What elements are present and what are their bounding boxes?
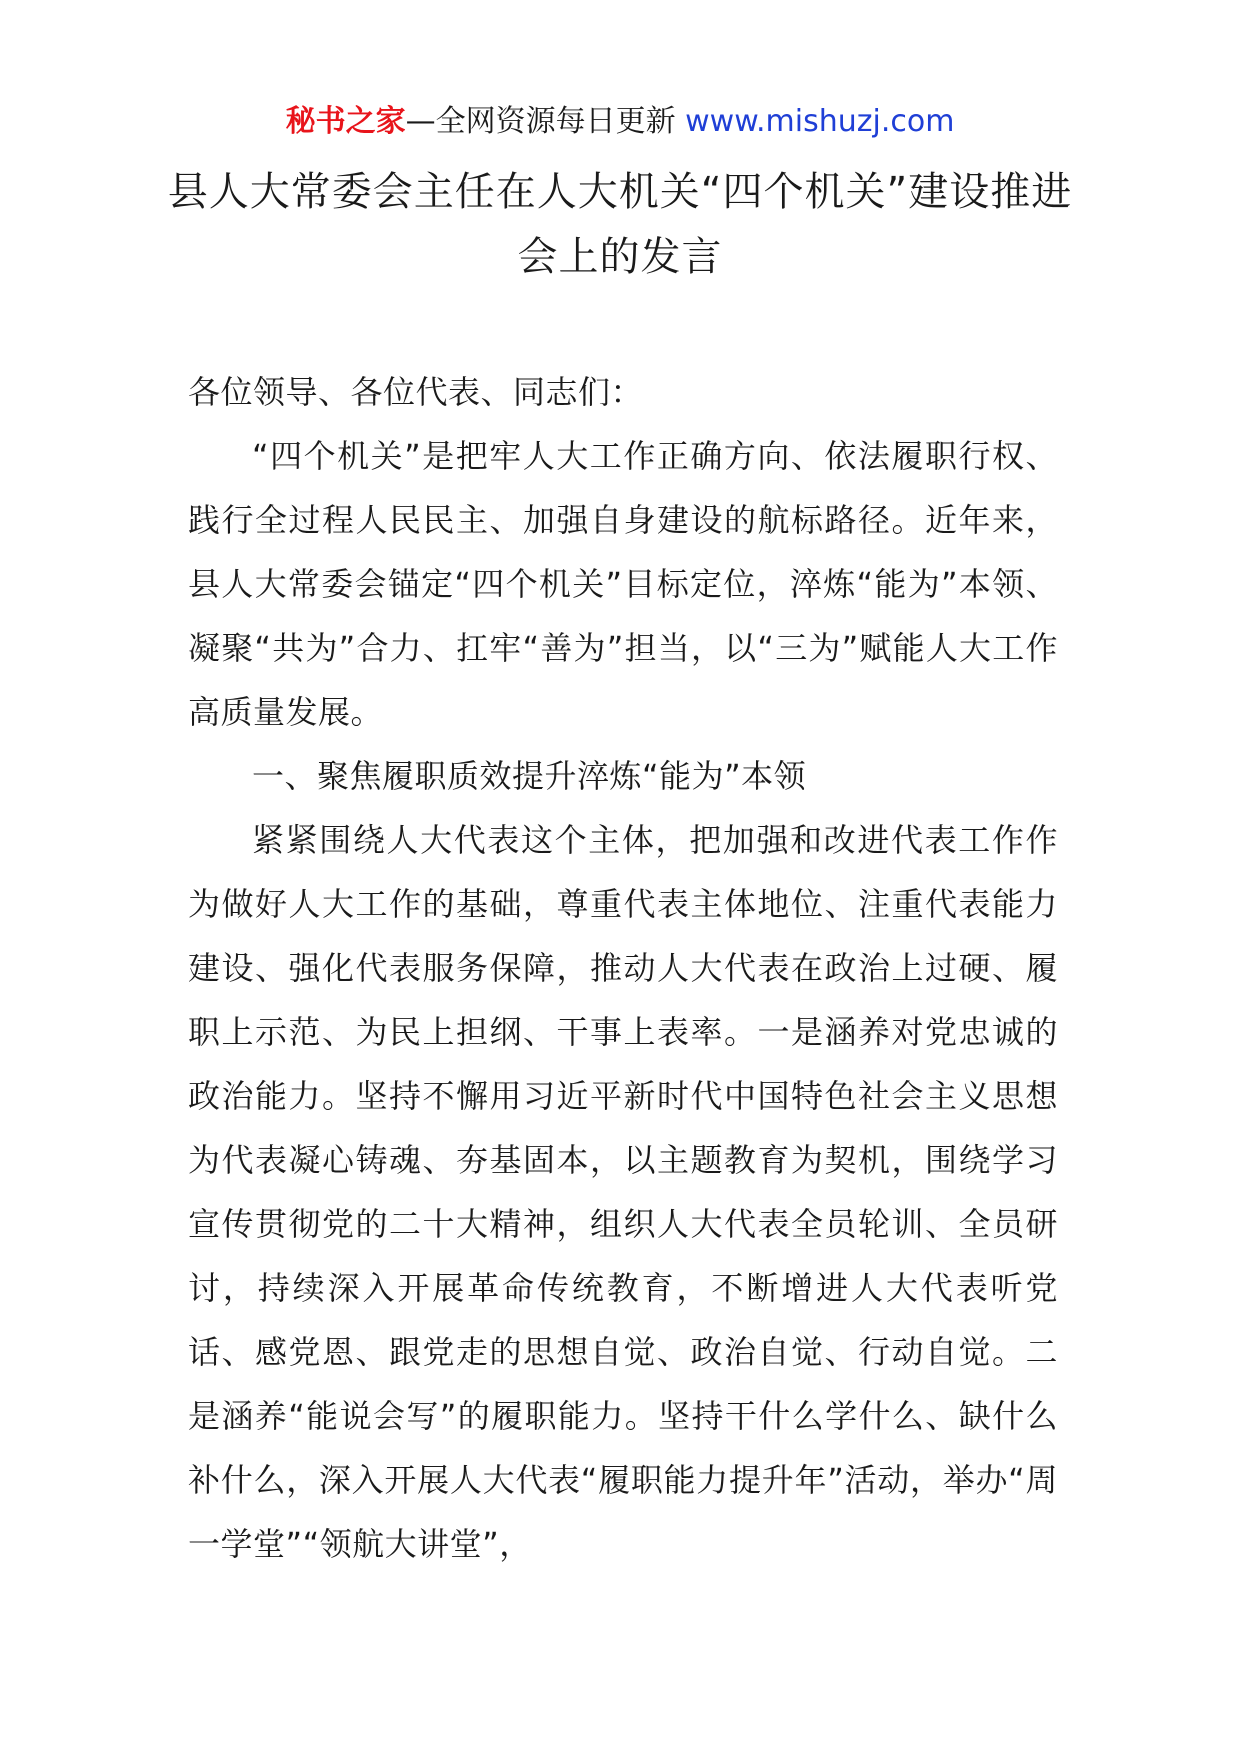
document-body [188,360,1058,1576]
document-title: 县人大常委会主任在人大机关“四个机关”建设推进会上的发言 [167,169,1073,280]
brand-name: 秘书之家 [285,104,406,139]
paragraph-intro: “四个机关”是把牢人大工作正确方向、依法履职行权、践行全过程人民民主、加强自身建设的航标路径。近年来，县人大常委会锚定“四个机关”目标定位，淬炼“能为”本领、凝聚“共为”合力、扛牢“善为”担当，以“三为”赋能人大工作高质量发展。 [188,437,1058,731]
banner-tagline: —全网资源每日更新 [405,104,676,139]
site-url-link[interactable]: www.mishuzj.com [685,104,955,139]
section-heading-1: 一、聚焦履职质效提升淬炼“能为”本领 [252,757,807,795]
paragraph-section-1: 紧紧围绕人大代表这个主体，把加强和改进代表工作作为做好人大工作的基础，尊重代表主体地位、注重代表能力建设、强化代表服务保障，推动人大代表在政治上过硬、履职上示范、为民上担纲、干事上表率。一是涵养对党忠诚的政治能力。坚持不懈用习近平新时代中国特色社会主义思想为代表凝心铸魂、夯基固本，以主题教育为契机，围绕学习宣传贯彻党的二十大精神，组织人大代表全员轮训、全员研讨，持续深入开展革命传统教育，不断增进人大代表听党话、感党恩、跟党走的思想自觉、政治自觉、行动自觉。二是涵养“能说会写”的履职能力。坚持干什么学什么、缺什么补什么，深入开展人大代表“履职能力提升年”活动，举办“周一学堂”“领航大讲堂”， [188,821,1058,1563]
site-banner [0,100,1240,144]
salutation: 各位领导、各位代表、同志们： [188,373,644,411]
